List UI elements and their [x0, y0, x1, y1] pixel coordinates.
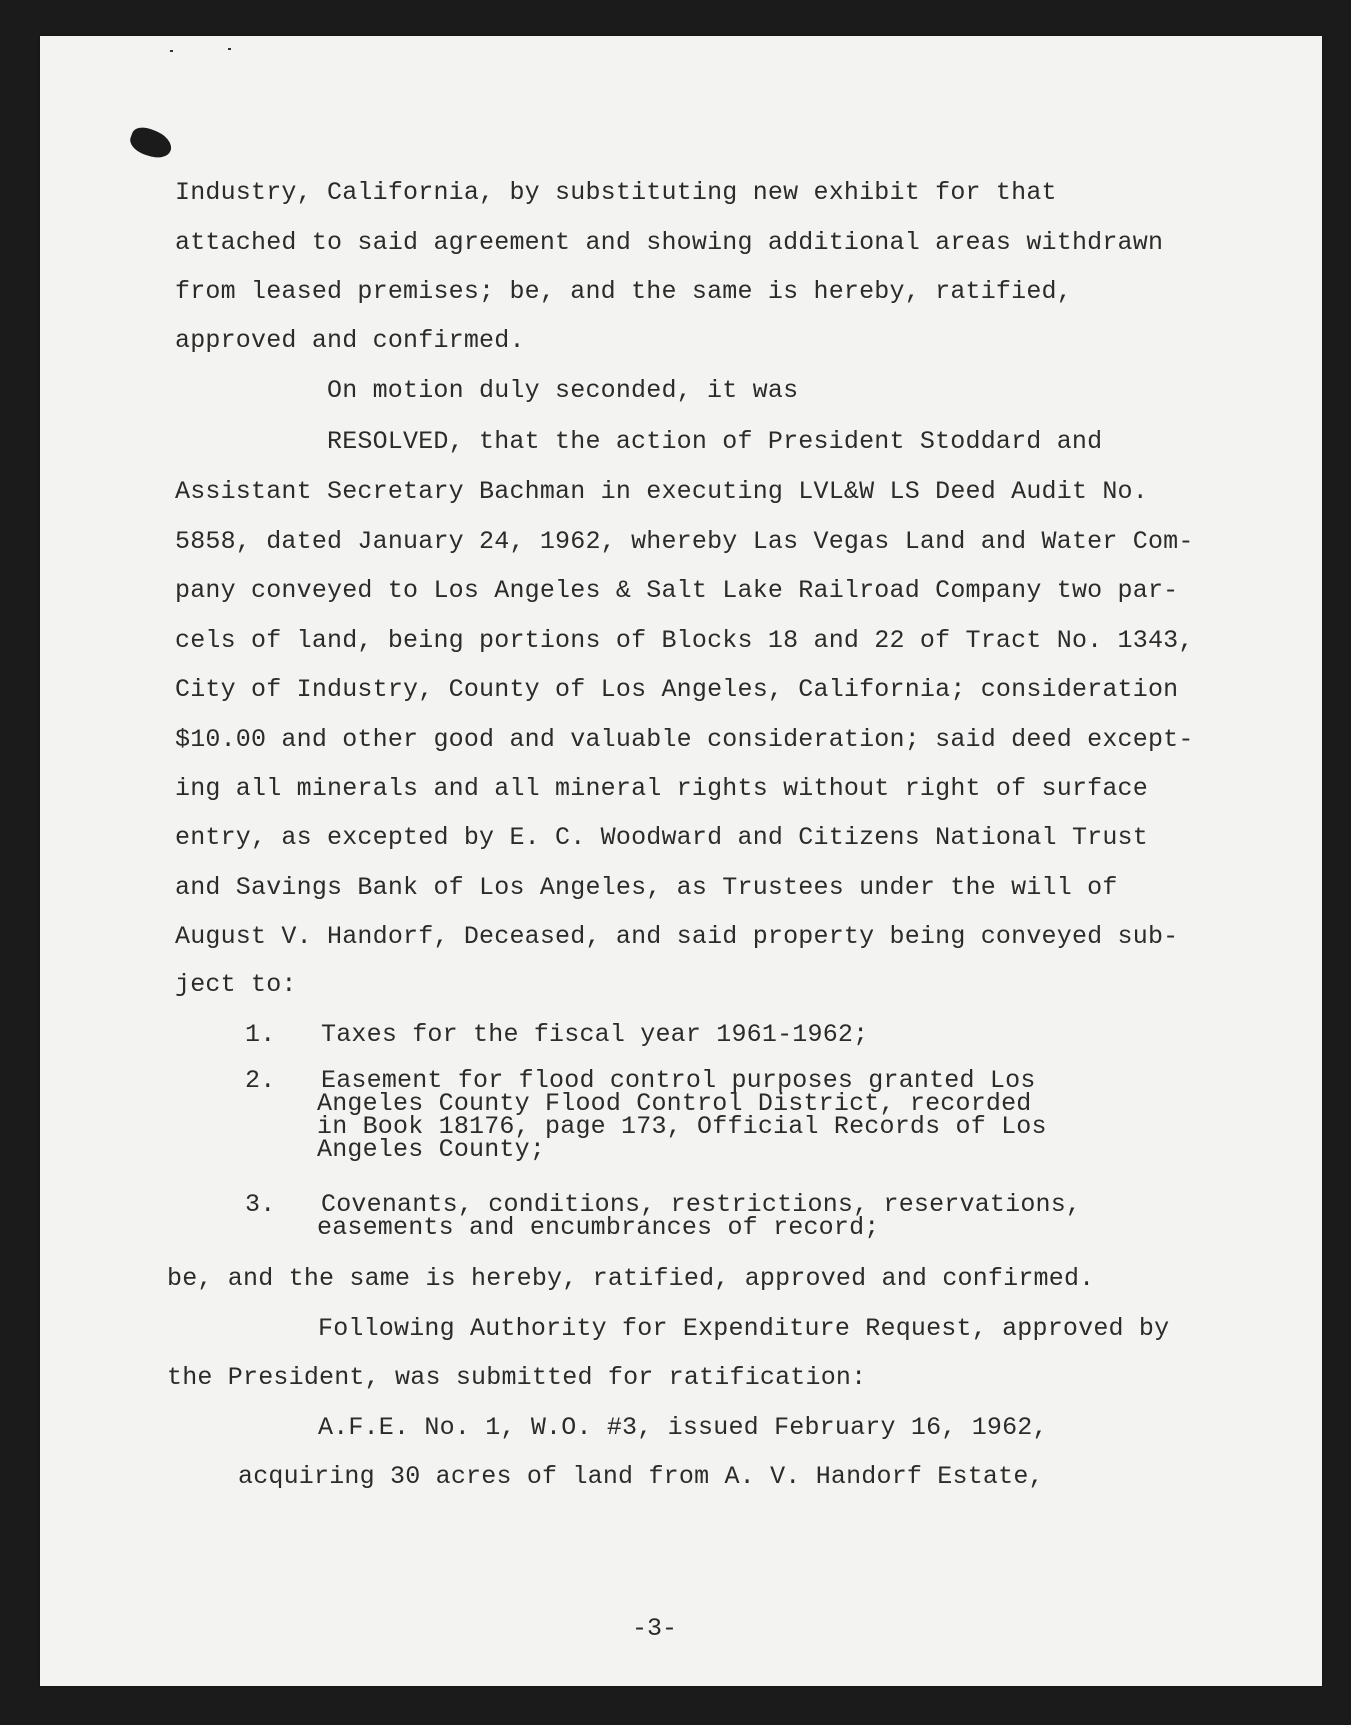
- text-line: Industry, California, by substituting new exhibit for that: [175, 178, 1057, 207]
- text-line: Following Authority for Expenditure Request, approved by: [318, 1314, 1170, 1343]
- text-line: ject to:: [175, 970, 297, 999]
- list-item: 3. Covenants, conditions, restrictions, reservations,: [245, 1190, 1082, 1219]
- text-line: attached to said agreement and showing additional areas withdrawn: [175, 228, 1164, 257]
- text-line: $10.00 and other good and valuable consideration; said deed except-: [175, 725, 1194, 754]
- list-item: 2. Easement for flood control purposes granted Los: [245, 1066, 1036, 1095]
- speck: [170, 50, 173, 52]
- text-line: cels of land, being portions of Blocks 18 and 22 of Tract No. 1343,: [175, 626, 1194, 655]
- text-line: and Savings Bank of Los Angeles, as Trustees under the will of: [175, 873, 1118, 902]
- page-number: -3-: [632, 1614, 678, 1643]
- text-line: entry, as excepted by E. C. Woodward and Citizens National Trust: [175, 823, 1148, 852]
- list-item: 1. Taxes for the fiscal year 1961-1962;: [245, 1020, 869, 1049]
- document-page: [40, 36, 1322, 1686]
- text-line: 5858, dated January 24, 1962, whereby Las Vegas Land and Water Com-: [175, 527, 1194, 556]
- text-line: approved and confirmed.: [175, 326, 525, 355]
- punch-hole: [127, 124, 175, 163]
- list-item-continuation: in Book 18176, page 173, Official Records of Los: [317, 1112, 1047, 1141]
- text-line: ing all minerals and all mineral rights without right of surface: [175, 774, 1148, 803]
- text-line: A.F.E. No. 1, W.O. #3, issued February 16, 1962,: [318, 1413, 1048, 1442]
- text-line: be, and the same is hereby, ratified, approved and confirmed.: [167, 1264, 1095, 1293]
- text-line: RESOLVED, that the action of President Stoddard and: [327, 427, 1103, 456]
- list-item-continuation: Angeles County Flood Control District, recorded: [317, 1089, 1032, 1118]
- text-line: pany conveyed to Los Angeles & Salt Lake Railroad Company two par-: [175, 576, 1179, 605]
- text-line: Assistant Secretary Bachman in executing LVL&W LS Deed Audit No.: [175, 477, 1148, 506]
- text-line: On motion duly seconded, it was: [327, 376, 799, 405]
- list-item-continuation: Angeles County;: [317, 1135, 546, 1164]
- text-line: the President, was submitted for ratification:: [167, 1363, 867, 1392]
- text-line: August V. Handorf, Deceased, and said property being conveyed sub-: [175, 922, 1179, 951]
- list-item-continuation: easements and encumbrances of record;: [317, 1213, 880, 1242]
- text-line: City of Industry, County of Los Angeles, California; consideration: [175, 675, 1179, 704]
- text-line: acquiring 30 acres of land from A. V. Handorf Estate,: [238, 1462, 1044, 1491]
- speck: [228, 48, 231, 50]
- text-line: from leased premises; be, and the same is hereby, ratified,: [175, 277, 1072, 306]
